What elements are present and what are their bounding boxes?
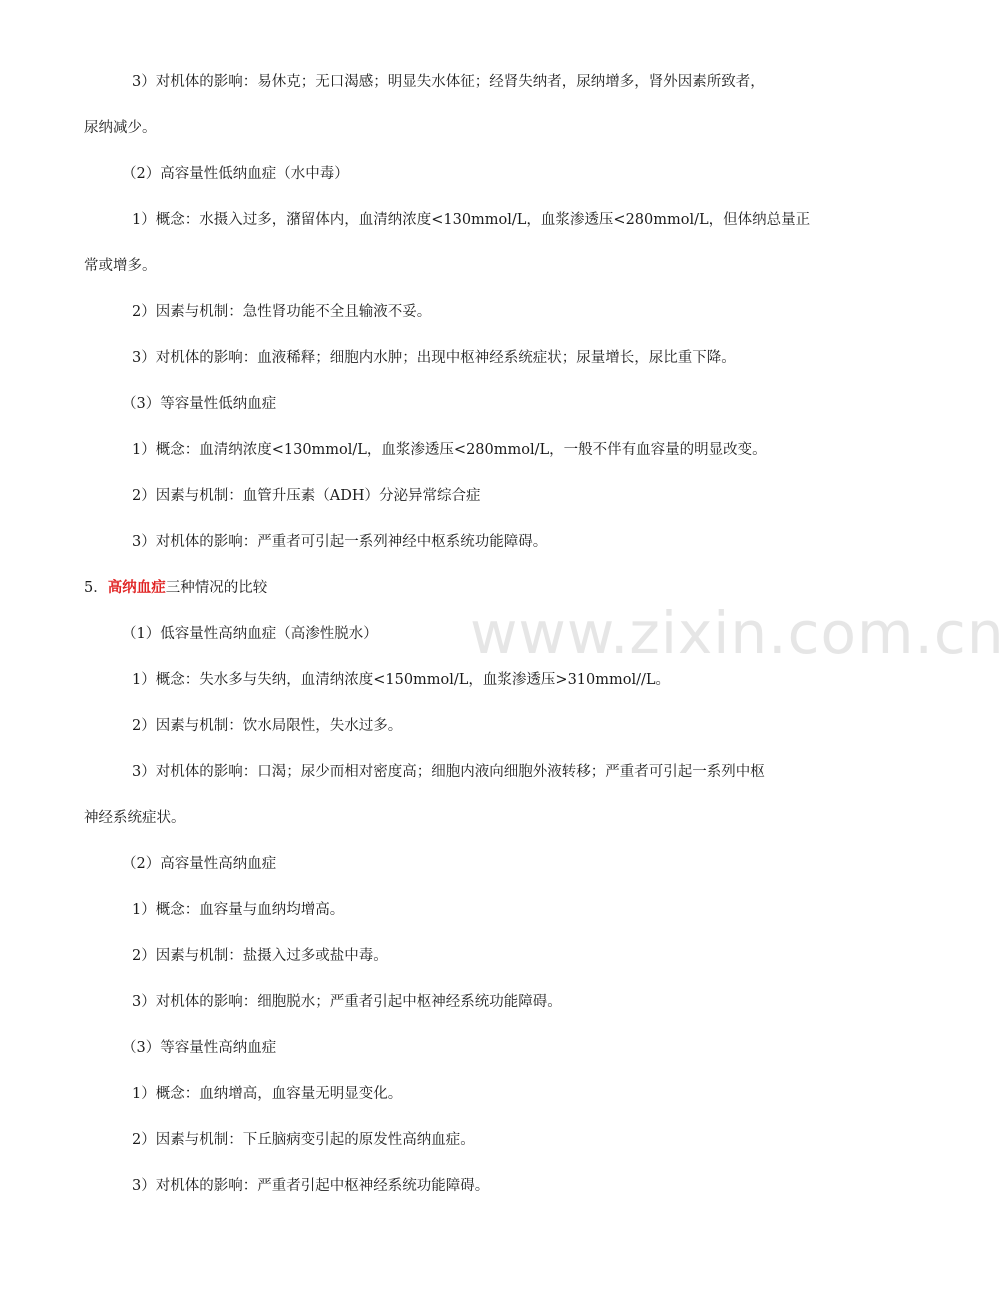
- section-highlight: 高纳血症: [107, 580, 166, 596]
- paragraph-line: 神经系统症状。: [84, 810, 186, 826]
- paragraph-line: 2）因素与机制：下丘脑病变引起的原发性高纳血症。: [132, 1132, 475, 1148]
- paragraph-line: 1）概念：血清纳浓度<130mmol/L，血浆渗透压<280mmol/L，一般不伴有血容量的明显改变。: [132, 442, 767, 458]
- paragraph-line: 1）概念：水摄入过多，潴留体内，血清纳浓度<130mmol/L，血浆渗透压<280mmol/L，但体纳总量正: [132, 212, 811, 228]
- subsection-heading: （3）等容量性低纳血症: [122, 396, 277, 412]
- subsection-heading: （2）高容量性高纳血症: [122, 856, 277, 872]
- paragraph-line: 2）因素与机制：饮水局限性，失水过多。: [132, 718, 403, 734]
- paragraph-line: 2）因素与机制：急性肾功能不全且输液不妥。: [132, 304, 432, 320]
- subsection-heading: （2）高容量性低纳血症（水中毒）: [122, 166, 349, 182]
- paragraph-line: 3）对机体的影响：易休克；无口渴感；明显失水体征；经肾失纳者，尿纳增多，肾外因素所致者，: [132, 74, 765, 90]
- paragraph-line: 1）概念：失水多与失纳，血清纳浓度<150mmol/L，血浆渗透压>310mmol//L。: [132, 672, 671, 688]
- paragraph-line: 1）概念：血纳增高，血容量无明显变化。: [132, 1086, 403, 1102]
- paragraph-line: 2）因素与机制：盐摄入过多或盐中毒。: [132, 948, 388, 964]
- paragraph-line: 3）对机体的影响：细胞脱水；严重者引起中枢神经系统功能障碍。: [132, 994, 562, 1010]
- section-number: 5．: [84, 580, 108, 596]
- paragraph-line: 1）概念：血容量与血纳均增高。: [132, 902, 345, 918]
- document-body: [84, 59, 844, 1209]
- watermark-text: www.zixin.com.cn: [470, 599, 1005, 667]
- paragraph-line: 3）对机体的影响：血液稀释；细胞内水肿；出现中枢神经系统症状；尿量增长，尿比重下降。: [132, 350, 736, 366]
- paragraph-line: 尿纳减少。: [84, 120, 157, 136]
- paragraph-line: 3）对机体的影响：口渴；尿少而相对密度高；细胞内液向细胞外液转移；严重者可引起一系列中枢: [132, 764, 765, 780]
- subsection-heading: （3）等容量性高纳血症: [122, 1040, 277, 1056]
- paragraph-line: 常或增多。: [84, 258, 157, 274]
- section-title-rest: 三种情况的比较: [165, 580, 268, 596]
- paragraph-line: 3）对机体的影响：严重者可引起一系列神经中枢系统功能障碍。: [132, 534, 548, 550]
- section-heading: [84, 565, 844, 611]
- subsection-heading: （1）低容量性高纳血症（高渗性脱水）: [122, 626, 378, 642]
- paragraph-line: 3）对机体的影响：严重者引起中枢神经系统功能障碍。: [132, 1178, 490, 1194]
- paragraph-line: 2）因素与机制：血管升压素（ADH）分泌异常综合症: [132, 488, 481, 504]
